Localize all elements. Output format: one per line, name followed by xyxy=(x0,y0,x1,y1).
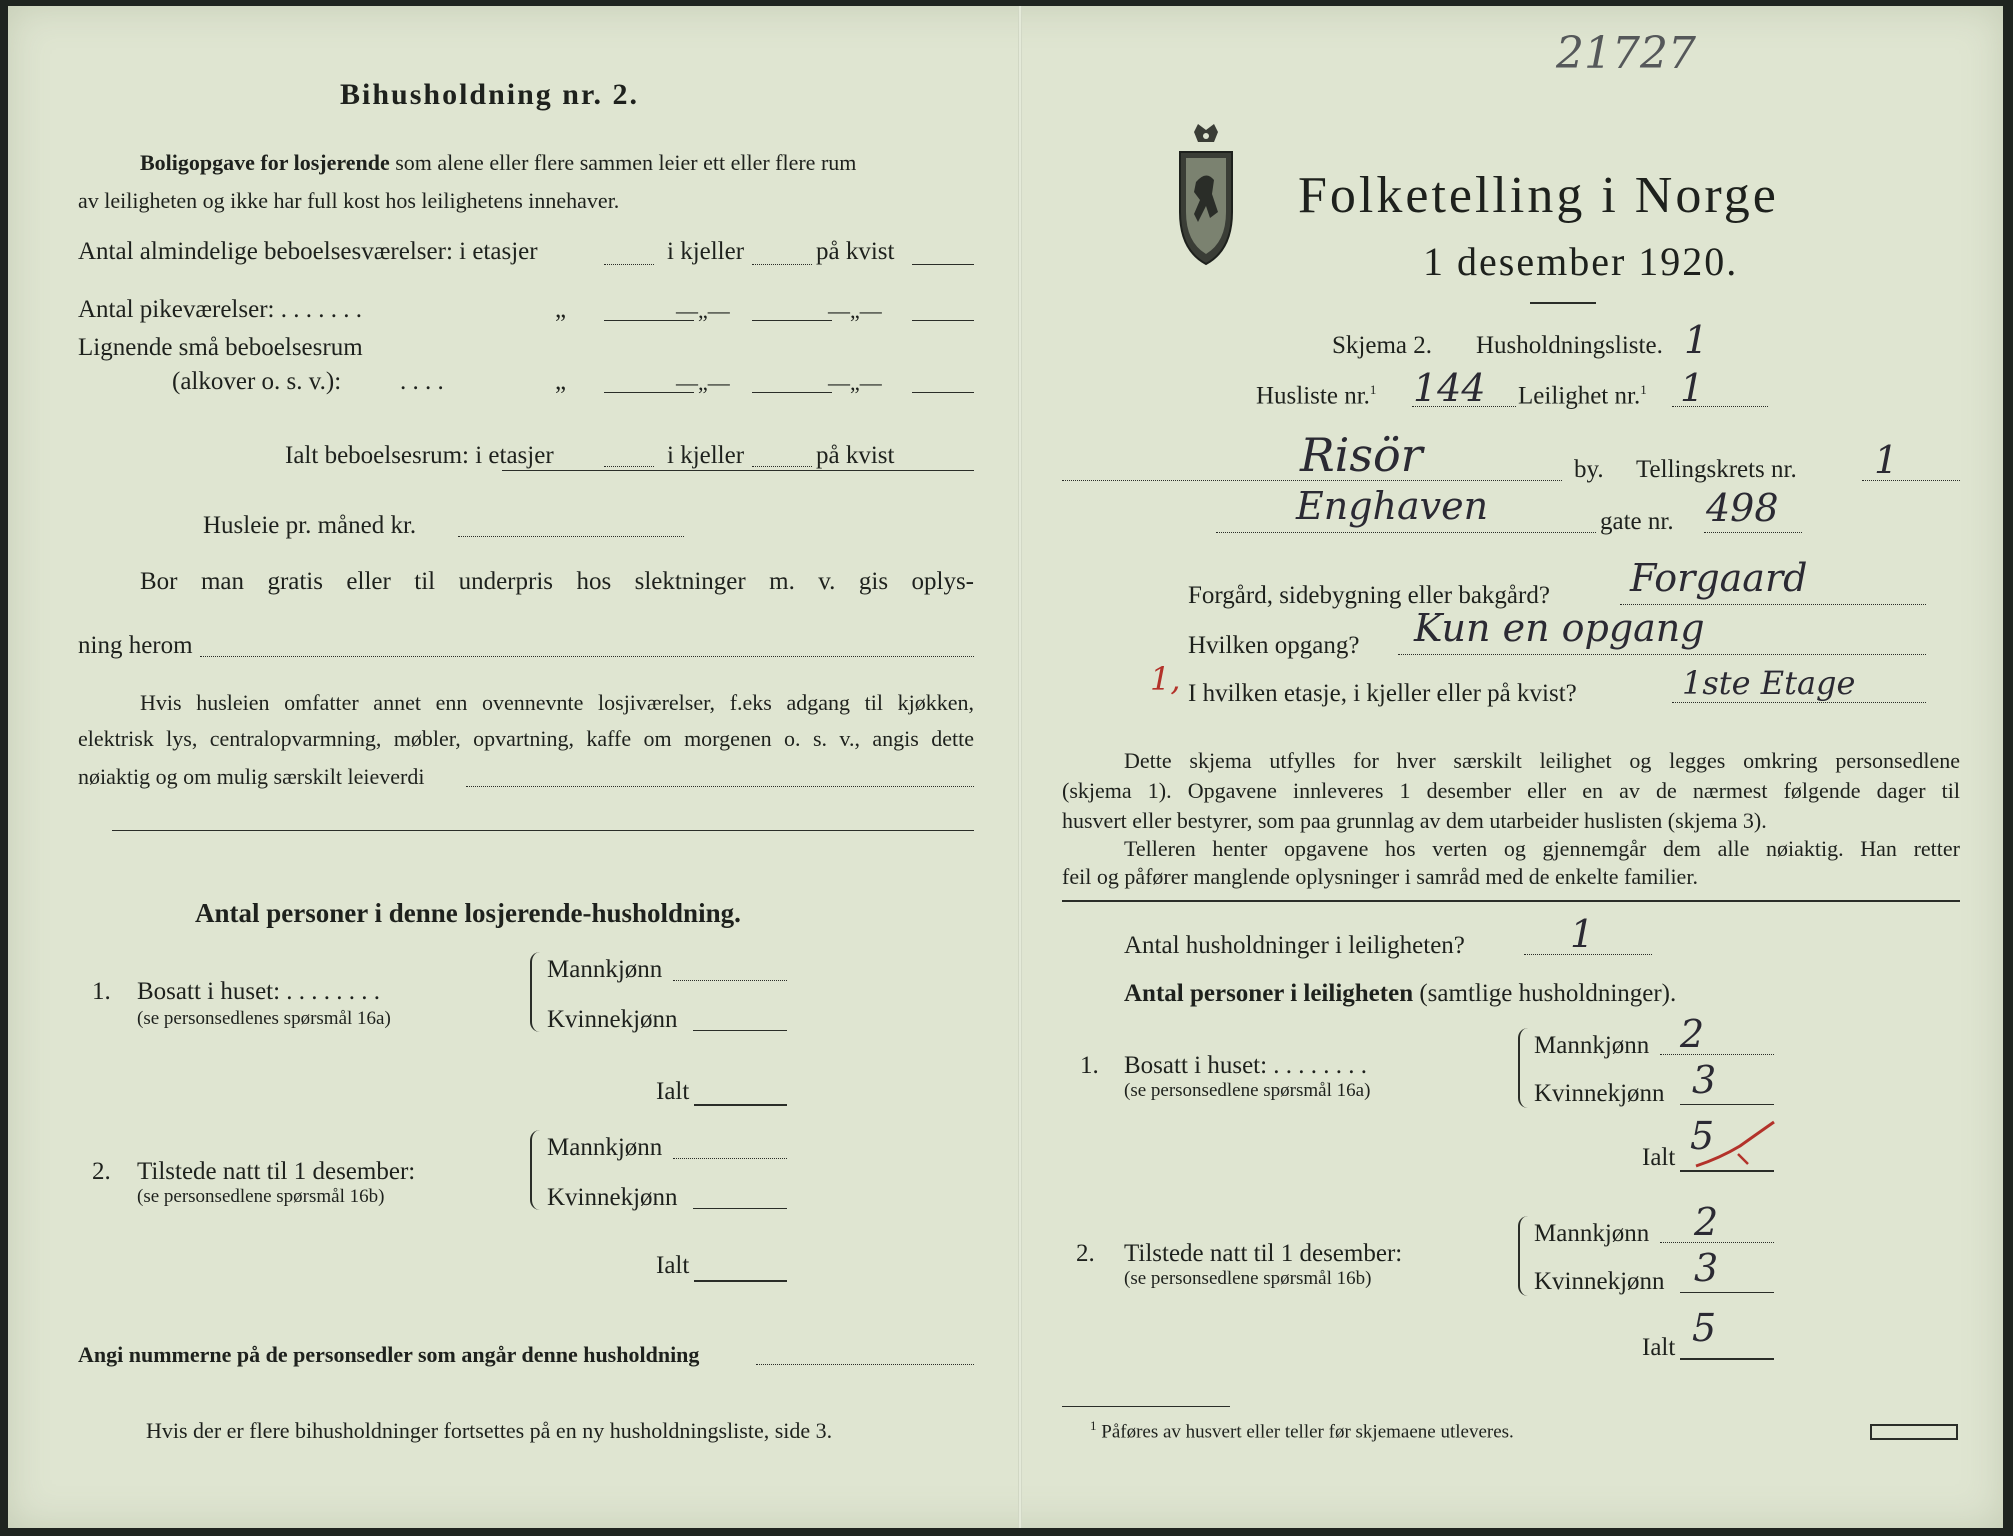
husholdningsliste-label: Husholdningsliste. xyxy=(1476,332,1663,359)
husliste-footnote-mark: 1 xyxy=(1369,382,1377,397)
left-q1-mann-label: Mannkjønn xyxy=(547,956,663,983)
opgang-field[interactable] xyxy=(1398,654,1926,655)
left-q1-label: Bosatt i huset: . . . . . . . . xyxy=(137,978,381,1005)
leilighet-label xyxy=(1518,382,1647,410)
left-q2-kvinne-label: Kvinnekjønn xyxy=(547,1184,678,1211)
gratis-line-1: Bor man gratis eller til underpris hos slektninger m. v. gis oplys- xyxy=(140,568,974,595)
right-q2-kvinne-value: 3 xyxy=(1694,1246,1719,1290)
right-q1-mann-value: 2 xyxy=(1680,1012,1705,1056)
intro-rest-1: som alene eller flere sammen leier ett eller flere rum xyxy=(395,150,857,175)
small-ditto-3: —„— xyxy=(828,370,882,395)
by-value: Risör xyxy=(1300,428,1423,482)
hush-value: 1 xyxy=(1570,912,1595,956)
etasje-value: 1ste Etage xyxy=(1682,664,1856,702)
pike-kjeller-field[interactable] xyxy=(752,320,832,321)
right-q1-label: Bosatt i huset: . . . . . . . . xyxy=(1124,1052,1368,1079)
left-q1-ialt-field[interactable] xyxy=(694,1104,787,1106)
info-line-4: Telleren henter opgavene hos verten og gjennemgår dem alle nøiaktig. Han retter xyxy=(1124,836,1960,861)
right-q1-mann-field[interactable] xyxy=(1660,1054,1774,1055)
info-line-3: husvert eller bestyrer, som paa grunnlag av dem utarbeider huslisten (skjema 3). xyxy=(1062,808,1767,833)
pike-label: Antal pikeværelser: . . . . . . . xyxy=(78,296,362,323)
printer-stamp xyxy=(1870,1424,1958,1440)
right-q1-brace xyxy=(1518,1028,1530,1108)
right-q2-mann-value: 2 xyxy=(1694,1200,1719,1244)
intro-bold: Boligopgave for losjerende xyxy=(140,150,390,175)
total-kjeller-label: i kjeller xyxy=(667,442,745,469)
census-date: 1 desember 1920. xyxy=(1423,239,1739,284)
left-q1-brace xyxy=(530,952,542,1032)
archive-number: 21727 xyxy=(1556,28,1696,79)
krets-value: 1 xyxy=(1874,438,1899,482)
left-q1-kvinne-field[interactable] xyxy=(693,1030,787,1031)
leilighet-value: 1 xyxy=(1680,366,1705,410)
right-q1-num: 1. xyxy=(1080,1052,1099,1079)
hush-field[interactable] xyxy=(1524,954,1652,955)
by-field[interactable] xyxy=(1062,480,1562,481)
forgard-label: Forgård, sidebygning eller bakgård? xyxy=(1188,582,1550,609)
right-q1-ialt-label: Ialt xyxy=(1642,1144,1676,1171)
right-q1-kvinne-field[interactable] xyxy=(1680,1104,1774,1105)
krets-field[interactable] xyxy=(1862,480,1960,481)
right-q2-mann-field[interactable] xyxy=(1660,1242,1774,1243)
footnote-num: 1 xyxy=(1090,1418,1097,1433)
left-footer: Hvis der er flere bihusholdninger fortsettes på en ny husholdningsliste, side 3. xyxy=(146,1418,833,1443)
includes-field[interactable] xyxy=(466,786,974,787)
rooms-kvist-label: på kvist xyxy=(816,238,895,265)
right-persons-rest: (samtlige husholdninger). xyxy=(1419,980,1677,1007)
right-persons-line xyxy=(1124,980,1676,1008)
right-q2-ialt-label: Ialt xyxy=(1642,1334,1676,1361)
leilighet-footnote-mark: 1 xyxy=(1640,382,1647,397)
leilighet-label-text: Leilighet nr. xyxy=(1518,382,1641,410)
right-q2-kvinne-field[interactable] xyxy=(1680,1292,1774,1293)
info-line-5: feil og påfører manglende oplysninger i samråd med de enkelte familier. xyxy=(1062,864,1698,889)
margin-mark-red: 1, xyxy=(1150,660,1181,698)
intro-line-2: av leiligheten og ikke har full kost hos leilighetens innehaver. xyxy=(78,188,620,213)
page-fold xyxy=(1018,6,1022,1528)
right-q1-ialt-field[interactable] xyxy=(1680,1170,1774,1172)
total-kjeller-field[interactable] xyxy=(752,466,812,467)
left-q1-num: 1. xyxy=(92,978,111,1005)
husliste-label xyxy=(1256,382,1376,410)
rooms-kjeller-label: i kjeller xyxy=(667,238,745,265)
intro-line-1 xyxy=(140,150,856,176)
left-q1-mann-field[interactable] xyxy=(673,980,787,981)
right-q2-sub: (se personsedlene spørsmål 16b) xyxy=(1124,1268,1372,1289)
gratis-field[interactable] xyxy=(200,656,974,657)
leilighet-field[interactable] xyxy=(1672,406,1768,407)
right-title: Folketelling i Norge xyxy=(1298,167,1779,224)
pike-kvist-field[interactable] xyxy=(912,320,974,321)
pike-ditto: „ xyxy=(555,296,567,323)
left-q1-sub: (se personsedlenes spørsmål 16a) xyxy=(137,1008,391,1029)
right-q2-ialt-value: 5 xyxy=(1692,1306,1717,1350)
opgang-value: Kun en opgang xyxy=(1414,606,1705,650)
right-section-rule xyxy=(1062,900,1960,902)
right-q1-kvinne-value: 3 xyxy=(1692,1058,1717,1102)
husliste-label-text: Husliste nr. xyxy=(1256,382,1370,410)
right-q2-label: Tilstede natt til 1 desember: xyxy=(1124,1240,1403,1267)
red-check-mark-icon xyxy=(1690,1118,1780,1174)
left-q2-sub: (se personsedlene spørsmål 16b) xyxy=(137,1186,385,1207)
hush-label: Antal husholdninger i leiligheten? xyxy=(1124,932,1465,959)
left-q1-ialt-label: Ialt xyxy=(656,1078,690,1105)
pike-ditto-3: —„— xyxy=(828,298,882,323)
right-q2-mann-label: Mannkjønn xyxy=(1534,1220,1650,1247)
krets-label: Tellingskrets nr. xyxy=(1636,456,1797,483)
etasje-label: I hvilken etasje, i kjeller eller på kvist? xyxy=(1188,680,1577,707)
total-kvist-label: på kvist xyxy=(816,442,895,469)
forgard-field[interactable] xyxy=(1620,604,1926,605)
small-rooms-ditto: „ xyxy=(555,368,567,395)
angi-text: Angi nummerne på de personsedler som angår denne husholdning xyxy=(78,1342,700,1367)
small-rooms-label-2: (alkover o. s. v.): xyxy=(172,368,342,395)
footnote xyxy=(1090,1418,1514,1443)
left-persons-heading: Antal personer i denne losjerende-husholdning. xyxy=(195,898,741,928)
left-q2-ialt-label: Ialt xyxy=(656,1252,690,1279)
title-divider xyxy=(1530,302,1596,304)
gate-field[interactable] xyxy=(1216,532,1596,533)
right-q2-ialt-field[interactable] xyxy=(1680,1358,1774,1360)
norway-coat-of-arms-icon xyxy=(1176,122,1236,272)
rent-label: Husleie pr. måned kr. xyxy=(203,512,417,539)
left-q2-kvinne-field[interactable] xyxy=(693,1208,787,1209)
footnote-text: Påføres av husvert eller teller før skjemaene utleveres. xyxy=(1101,1421,1514,1443)
total-rooms-rule xyxy=(502,470,974,471)
info-line-2: (skjema 1). Opgavene innleveres 1 desember eller en av de nærmest følgende dager til xyxy=(1062,778,1960,803)
rooms-kjeller-field[interactable] xyxy=(752,264,812,265)
right-q1-kvinne-label: Kvinnekjønn xyxy=(1534,1080,1665,1107)
pike-ditto-2: —„— xyxy=(676,298,730,323)
opgang-label: Hvilken opgang? xyxy=(1188,632,1360,659)
left-q1-kvinne-label: Kvinnekjønn xyxy=(547,1006,678,1033)
left-q2-brace xyxy=(530,1130,542,1210)
total-etasjer-field[interactable] xyxy=(604,466,654,467)
right-q2-brace xyxy=(1518,1216,1530,1296)
total-rooms-label: Ialt beboelsesrum: i etasjer xyxy=(285,442,554,469)
husholdningsliste-value: 1 xyxy=(1684,318,1709,362)
angi-field[interactable] xyxy=(756,1364,974,1365)
gate-value: Enghaven xyxy=(1296,484,1489,528)
rooms-kvist-field[interactable] xyxy=(912,264,974,265)
husliste-value: 144 xyxy=(1413,366,1486,410)
skjema-label: Skjema 2. xyxy=(1332,332,1432,359)
left-q2-ialt-field[interactable] xyxy=(694,1280,787,1282)
right-persons-bold: Antal personer i leiligheten xyxy=(1124,980,1414,1007)
angi-label xyxy=(78,1342,699,1368)
forgard-value: Forgaard xyxy=(1630,556,1808,600)
right-q1-sub: (se personsedlene spørsmål 16a) xyxy=(1124,1080,1371,1101)
small-rooms-label-1: Lignende små beboelsesrum xyxy=(78,334,363,361)
info-line-1: Dette skjema utfylles for hver særskilt leilighet og legges omkring personsedlene xyxy=(1124,748,1960,773)
gate-nr-value: 498 xyxy=(1706,486,1779,530)
by-label: by. xyxy=(1574,456,1604,483)
rooms-etasjer-field[interactable] xyxy=(604,264,654,265)
includes-line-3: nøiaktig og om mulig særskilt leieverdi xyxy=(78,764,425,789)
includes-line-2: elektrisk lys, centralopvarmning, møbler, opvartning, kaffe om morgenen o. s. v., angis dette xyxy=(78,726,974,751)
left-q2-mann-label: Mannkjønn xyxy=(547,1134,663,1161)
left-title: Bihusholdning nr. 2. xyxy=(340,78,640,111)
etasje-field[interactable] xyxy=(1672,702,1926,703)
husliste-field[interactable] xyxy=(1412,406,1516,407)
small-kvist-field[interactable] xyxy=(912,392,974,393)
right-q1-mann-label: Mannkjønn xyxy=(1534,1032,1650,1059)
gate-label: gate nr. xyxy=(1600,508,1674,535)
small-rooms-dots: . . . . xyxy=(400,368,444,395)
rooms-label: Antal almindelige beboelsesværelser: i etasjer xyxy=(78,238,538,265)
left-q2-label: Tilstede natt til 1 desember: xyxy=(137,1158,416,1185)
gratis-line-2: ning herom xyxy=(78,632,193,659)
includes-line-1: Hvis husleien omfatter annet enn ovennevnte losjiværelser, f.eks adgang til kjøkken, xyxy=(140,690,974,715)
includes-field-2[interactable] xyxy=(112,830,974,831)
small-ditto-2: —„— xyxy=(676,370,730,395)
gate-nr-field[interactable] xyxy=(1704,532,1802,533)
left-q2-mann-field[interactable] xyxy=(673,1158,787,1159)
right-q2-kvinne-label: Kvinnekjønn xyxy=(1534,1268,1665,1295)
small-kjeller-field[interactable] xyxy=(752,392,832,393)
right-q2-num: 2. xyxy=(1076,1240,1095,1267)
footnote-rule xyxy=(1062,1406,1230,1407)
left-q2-num: 2. xyxy=(92,1158,111,1185)
right-q1-ialt-value: 5 xyxy=(1690,1114,1715,1158)
rent-field[interactable] xyxy=(458,536,684,537)
